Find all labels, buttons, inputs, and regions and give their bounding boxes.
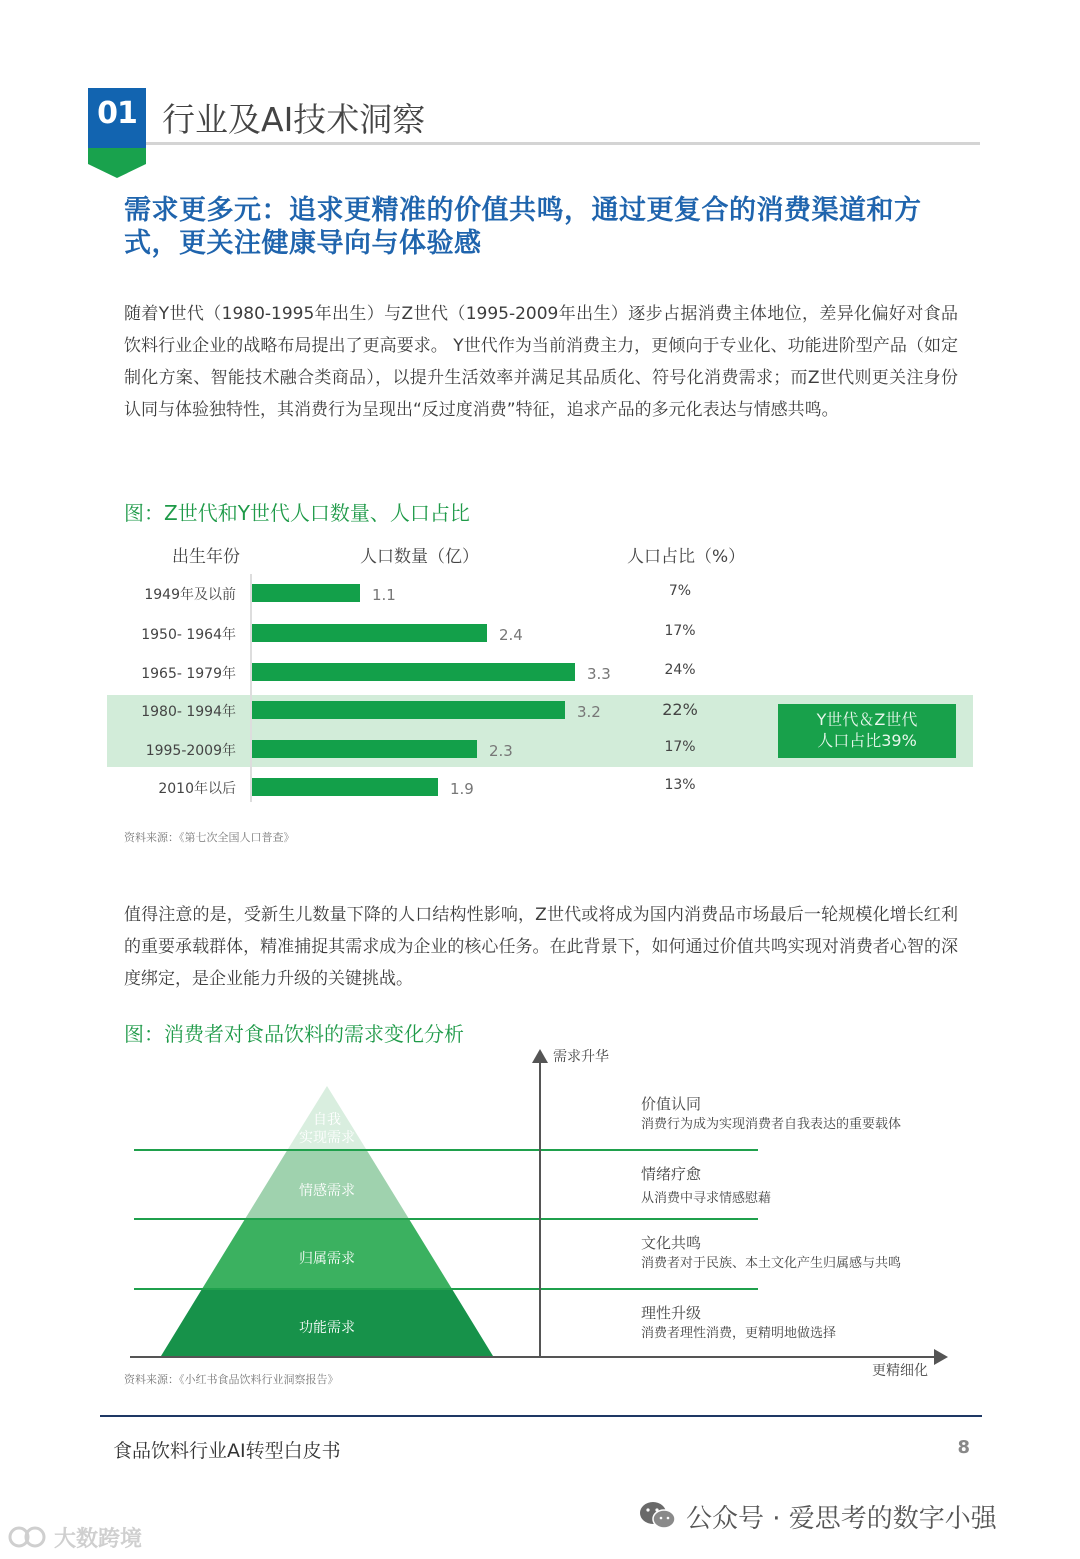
population-bar: [252, 701, 565, 719]
category-label: 2010年以后: [158, 781, 236, 797]
tier-divider: [134, 1149, 758, 1151]
category-label: 1965- 1979年: [141, 666, 236, 682]
tier-divider: [134, 1218, 758, 1220]
tier-desc-value-identity: 消费行为成为实现消费者自我表达的重要载体: [641, 1117, 902, 1132]
column-header-birth-year: 出生年份: [172, 547, 240, 567]
percent-label: 7%: [668, 583, 692, 599]
watermark-brand: 大数跨境: [54, 1527, 143, 1552]
column-header-percentage: 人口占比（%）: [627, 547, 746, 567]
callout-line-1: Y世代＆Z世代: [816, 710, 918, 729]
paragraph-2: 值得注意的是，受新生儿数量下降的人口结构性影响，Z世代或将成为国内消费品市场最后一轮规模化增长红利的重要承载群体，精准捕捉其需求成为企业的核心任务。在此背景下，如何通过价值共鸣实现对消费者心智的深度绑定，是企业能力升级的关键挑战。: [124, 905, 958, 989]
category-label: 1995-2009年: [145, 743, 236, 759]
tier-title-emotional-healing: 情绪疗愈: [641, 1165, 702, 1183]
demand-pyramid: [130, 1080, 550, 1360]
x-axis-line: [130, 1356, 940, 1358]
percent-label: 17%: [664, 739, 696, 755]
pyramid-label-self-1: 自我: [313, 1112, 341, 1128]
y-axis-label: 需求升华: [553, 1049, 609, 1065]
category-label: 1949年及以前: [144, 587, 236, 603]
pyramid-label-belonging: 归属需求: [299, 1251, 355, 1267]
percent-label: 13%: [664, 777, 696, 793]
tier-desc-cultural-resonance: 消费者对于民族、本土文化产生归属感与共鸣: [641, 1256, 902, 1271]
pyramid-label-emotional: 情感需求: [299, 1183, 355, 1199]
bar-value-label: 1.9: [450, 780, 474, 798]
callout-line-2: 人口占比39%: [817, 731, 917, 750]
tier-title-cultural-resonance: 文化共鸣: [641, 1234, 702, 1252]
figure-1-title: 图：Z世代和Y世代人口数量、人口占比: [124, 501, 470, 525]
category-label: 1950- 1964年: [141, 627, 236, 643]
bar-value-label: 2.4: [499, 626, 523, 644]
population-bar: [252, 663, 575, 681]
figure-2-title: 图：消费者对食品饮料的需求变化分析: [124, 1022, 464, 1046]
x-axis-label: 更精细化: [872, 1363, 928, 1379]
population-bar: [252, 584, 360, 602]
footer-doc-title: 食品饮料行业AI转型白皮书: [113, 1440, 341, 1462]
pyramid-label-functional: 功能需求: [299, 1320, 355, 1336]
population-bar: [252, 740, 477, 758]
watermark-wechat-account: 公众号 · 爱思考的数字小强: [686, 1504, 997, 1534]
population-bar: [252, 778, 438, 796]
tier-divider: [134, 1288, 758, 1290]
headline: 需求更多元：追求更精准的价值共鸣，通过更复合的消费渠道和方式，更关注健康导向与体验感: [124, 195, 922, 259]
bar-value-label: 3.2: [577, 703, 601, 721]
percent-label: 17%: [664, 623, 696, 639]
yz-generation-callout: [778, 704, 956, 758]
category-label: 1980- 1994年: [141, 704, 236, 720]
section-number: 01: [97, 96, 137, 131]
bar-value-label: 3.3: [587, 665, 611, 683]
chart-axis: [250, 574, 252, 802]
tier-desc-emotional-healing: 从消费中寻求情感慰藉: [641, 1191, 772, 1206]
page-number: 8: [957, 1437, 970, 1458]
figure-2-source: 资料来源：《小红书食品饮料行业洞察报告》: [124, 1373, 339, 1386]
arrow-right-icon: [934, 1349, 948, 1365]
section-title: 行业及AI技术洞察: [162, 100, 426, 139]
paragraph-1: 随着Y世代（1980-1995年出生）与Z世代（1995-2009年出生）逐步占据消费主体地位，差异化偏好对食品饮料行业企业的战略布局提出了更高要求。 Y世代作为当前消费主力，更倾向于专业化、功能进阶型产品（如定制化方案、智能技术融合类商品），以提升生活效率并满足其品质化、符号化消费需求；而Z世代则更关注身份认同与体验独特性，其消费行为呈现出“反过度消费”特征，追求产品的多元化表达与情感共鸣。: [124, 304, 958, 420]
wechat-icon: [638, 1500, 678, 1532]
column-header-population: 人口数量（亿）: [360, 547, 479, 567]
footer-rule: [100, 1415, 982, 1417]
tier-desc-rational-upgrade: 消费者理性消费，更精明地做选择: [641, 1326, 837, 1341]
tier-title-value-identity: 价值认同: [641, 1095, 702, 1113]
tier-title-rational-upgrade: 理性升级: [641, 1304, 702, 1322]
population-bar: [252, 624, 487, 642]
percent-label: 22%: [662, 700, 698, 719]
bar-value-label: 2.3: [489, 742, 513, 760]
percent-label: 24%: [664, 662, 696, 678]
figure-1-source: 资料来源：《第七次全国人口普查》: [124, 831, 295, 844]
arrow-up-icon: [532, 1049, 548, 1063]
watermark-logo-icon: [8, 1524, 52, 1550]
pyramid-label-self-2: 实现需求: [299, 1130, 355, 1146]
header-rule: [146, 142, 980, 145]
bar-value-label: 1.1: [372, 586, 396, 604]
y-axis-line: [539, 1060, 541, 1358]
